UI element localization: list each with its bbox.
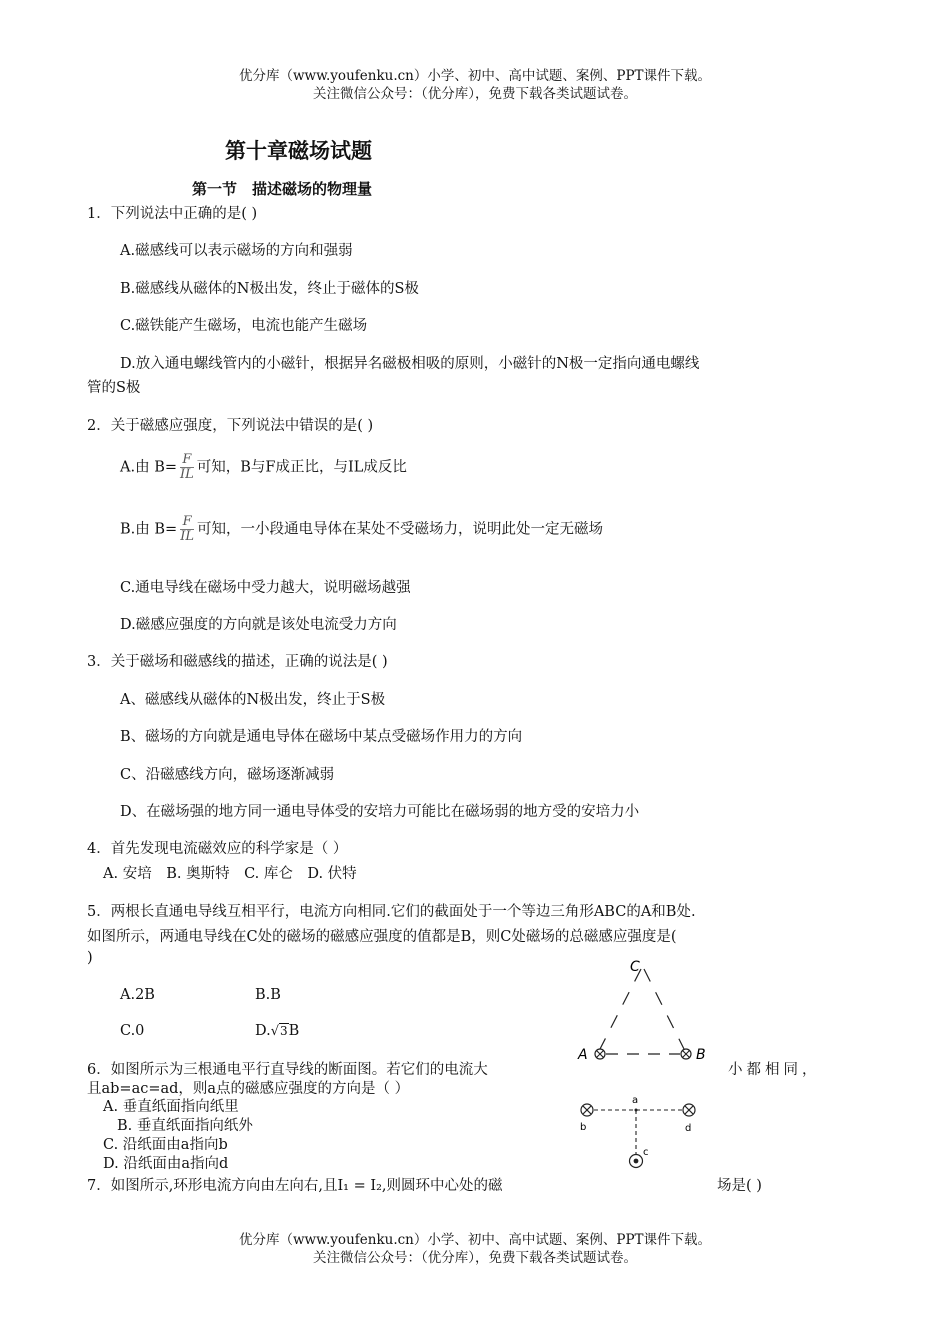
- q2-b-prefix: B.由 B=: [120, 521, 178, 538]
- header-line-2: 关注微信公众号：（优分库），免费下载各类试题试卷。: [313, 86, 637, 102]
- formula-fraction: [180, 515, 194, 544]
- three-wires-figure: [570, 1090, 710, 1175]
- section-title: 第一节 描述磁场的物理量: [192, 180, 373, 198]
- footer-line-1: 优分库（www.youfenku.cn）小学、初中、高中试题、案例、PPT课件下载。: [238, 1232, 712, 1248]
- q2-option-c: C.通电导线在磁场中受力越大，说明磁场越强: [120, 580, 411, 596]
- q2-a-prefix: A.由 B=: [120, 459, 177, 476]
- q6-option-c: C. 沿纸面由a指向b: [103, 1137, 228, 1153]
- edge-ac: [600, 969, 641, 1049]
- q5-line-2: 如图所示，两通电导线在C处的磁场的磁感应强度的值都是B，则C处磁场的总磁感应强度是(: [87, 929, 677, 945]
- q6-option-a: A. 垂直纸面指向纸里: [103, 1099, 239, 1115]
- q1-option-c: C.磁铁能产生磁场，电流也能产生磁场: [120, 318, 368, 334]
- sqrt-icon: √: [270, 1024, 280, 1039]
- formula-fraction: [180, 453, 194, 482]
- q2-option-d: D.磁感应强度的方向就是该处电流受力方向: [120, 617, 397, 633]
- edge-bc: [644, 969, 684, 1049]
- label-a: A: [578, 1047, 588, 1063]
- triangle-abc-figure: [570, 955, 720, 1070]
- q5-d-suffix: B: [288, 1023, 300, 1039]
- q4-options: A. 安培 B. 奥斯特 C. 库仑 D. 伏特: [103, 866, 357, 882]
- q2-option-b: [120, 515, 603, 544]
- sqrt-radicand: 3: [280, 1024, 288, 1038]
- label-b: b: [580, 1122, 587, 1133]
- q5-option-d: [255, 1023, 299, 1039]
- q5-d-prefix: D.: [255, 1023, 271, 1039]
- q1-option-d-line2: 管的S极: [87, 380, 141, 396]
- q5-option-a: A.2B: [120, 987, 155, 1003]
- q3-stem: 3．关于磁场和磁感线的描述，正确的说法是( ): [87, 654, 388, 670]
- q1-option-d-line1: D.放入通电螺线管内的小磁针，根据异名磁极相吸的原则，小磁针的N极一定指向通电螺线: [120, 356, 700, 372]
- fraction-denominator: IL: [180, 529, 194, 544]
- q4-stem: 4．首先发现电流磁效应的科学家是（ ）: [87, 841, 348, 857]
- q3-option-b: B、磁场的方向就是通电导体在磁场中某点受磁场作用力的方向: [120, 729, 523, 745]
- q7-part-1: 7．如图所示,环形电流方向由左向右,且I₁ = I₂,则圆环中心处的磁: [87, 1178, 503, 1194]
- q6-line-1b: 小都相同，: [728, 1062, 821, 1078]
- label-d: d: [685, 1123, 692, 1134]
- footer-line-2: 关注微信公众号：（优分库），免费下载各类试题试卷。: [313, 1250, 637, 1266]
- header-line-1: 优分库（www.youfenku.cn）小学、初中、高中试题、案例、PPT课件下载。: [238, 68, 712, 84]
- page-title: 第十章磁场试题: [225, 139, 372, 163]
- q2-stem: 2．关于磁感应强度，下列说法中错误的是( ): [87, 418, 374, 434]
- label-b: B: [696, 1047, 706, 1063]
- q3-option-c: C、沿磁感线方向，磁场逐渐减弱: [120, 767, 335, 783]
- q2-option-a: [120, 453, 407, 482]
- q3-option-d: D、在磁场强的地方同一通电导体受的安培力可能比在磁场弱的地方受的安培力小: [120, 804, 640, 820]
- label-c: C: [630, 959, 640, 975]
- q5-option-b: B.B: [255, 987, 281, 1003]
- q6-option-d: D. 沿纸面由a指向d: [103, 1156, 229, 1172]
- q1-option-b: B.磁感线从磁体的N极出发，终止于磁体的S极: [120, 281, 419, 297]
- label-c: c: [643, 1147, 649, 1158]
- fraction-numerator: F: [180, 515, 194, 530]
- q6-line-2: 且ab=ac=ad，则a点的磁感应强度的方向是（ ）: [87, 1081, 410, 1097]
- fraction-numerator: F: [180, 453, 194, 468]
- q3-option-a: A、磁感线从磁体的N极出发，终止于S极: [120, 692, 386, 708]
- label-a: a: [632, 1095, 639, 1106]
- point-a: [635, 1109, 638, 1112]
- q5-option-c: C.0: [120, 1023, 145, 1039]
- q2-b-suffix: 可知，一小段通电导体在某处不受磁场力，说明此处一定无磁场: [196, 521, 603, 538]
- q1-stem: 1．下列说法中正确的是( ): [87, 206, 258, 222]
- fraction-denominator: IL: [180, 467, 194, 482]
- q1-option-a: A.磁感线可以表示磁场的方向和强弱: [120, 243, 353, 259]
- q7-part-2: 场是( ): [717, 1178, 762, 1194]
- q2-a-suffix: 可知，B与F成正比，与IL成反比: [196, 459, 407, 476]
- q6-option-b: B. 垂直纸面指向纸外: [117, 1118, 253, 1134]
- q5-line-1: 5．两根长直通电导线互相平行，电流方向相同.它们的截面处于一个等边三角形ABC的A和B处.: [87, 904, 696, 920]
- q6-line-1a: 6．如图所示为三根通电平行直导线的断面图。若它们的电流大: [87, 1062, 488, 1078]
- q5-line-3: ): [87, 950, 93, 966]
